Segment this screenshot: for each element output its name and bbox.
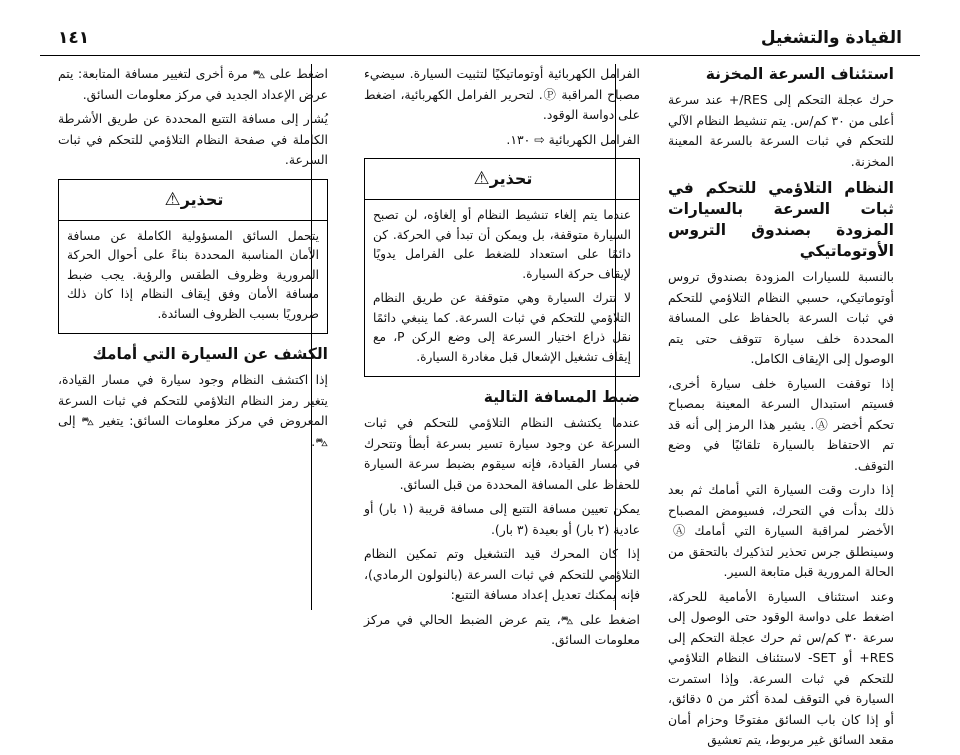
paragraph: عندما يكتشف النظام التلاؤمي للتحكم في ثبات السرعة عن وجود سيارة تسير بسرعة أبطأ وتتحرك في مسار القيادة، فإنه سيقوم بضبط سرعة السيارة للحفاظ على المسافة المحددة من قبل السائق.: [364, 415, 640, 492]
heading-resume-speed: استئناف السرعة المخزنة: [705, 65, 894, 83]
warning-triangle-icon: ⚠: [473, 168, 490, 189]
header-rule: [40, 55, 920, 56]
warning-box: [58, 179, 328, 335]
warning-text: يتحمل السائق المسؤولية الكاملة عن مسافة الأمان المناسبة المحددة بناءً على أحوال الحركة المرورية وظروف الطقس والرؤية. يجب ضبط مسافة الأمان وفق إيقاف النظام إذا كان ذلك ضروريًا بسبب الظروف السائدة.: [67, 228, 319, 321]
paragraph: وعند استئناف السيارة الأمامية للحركة، اضغط على دواسة الوقود حتى الوصول إلى سرعة ٣٠ كم/س ثم حرك عجلة التحكم إلى RES+ أو SET- لاستئناف النظام التلاؤمي للتحكم في ثبات السرعة. وإذا استمرت السيارة في التوقف لمدة أكثر من ٥ دقائق، أو إذا كان باب السائق مفتوحًا وحزام أمان مقعد السائق غير مربوط، يتم تعشيق: [668, 588, 895, 747]
paragraph: إذا دارت وقت السيارة التي أمامك ثم بعد ذلك بدأت في التحرك، فسيومض المصباح الأخضر لمراقبة السيارة التي أمامك Ⓐ وسينطلق جرس تحذير لتذكيرك بالتحقق من الحالة المرورية قبل متابعة السير.: [668, 482, 894, 579]
warning-body: [365, 200, 639, 376]
cross-reference: الفرامل الكهربائية ⇨ ١٣٠.: [506, 131, 640, 147]
heading-adaptive-cruise: النظام التلاؤمي للتحكم في ثبات السرعة بالسيارات المزودة بصندوق التروس الأوتوماتيكي: [668, 179, 894, 260]
warning-body: [59, 221, 327, 334]
paragraph: اضغط على ⛍، يتم عرض الضبط الحالي في مركز معلومات السائق.: [364, 611, 640, 647]
heading-following-distance: ضبط المسافة التالية: [483, 388, 640, 406]
paragraph: إذا كان المحرك قيد التشغيل وتم تمكين النظام التلاؤمي للتحكم في ثبات السرعة (بالنولون الرمادي)، فإنه يمكنك تعديل إعداد مسافة التتبع:: [364, 546, 640, 602]
column-right: [668, 64, 894, 755]
paragraph: الفرامل الكهربائية أوتوماتيكيًا لتثبيت السيارة. سيضيء مصباح المراقبة Ⓟ. لتحرير الفرامل الكهربائية، اضغط على دواسة الوقود.: [364, 66, 640, 122]
column-middle: [364, 64, 640, 655]
warning-text: عندما يتم إلغاء تنشيط النظام أو إلغاؤه، لن تصبح السيارة متوقفة، بل ويمكن أن تبدأ في الحركة. كن دائمًا على استعداد للضغط على الفرامل يدويًا لإيقاف حركة السيارة.: [373, 208, 631, 281]
warning-box: [364, 158, 640, 377]
page-number: ١٤١: [58, 28, 90, 48]
warning-text: لا تترك السيارة وهي متوقفة عن طريق النظام التلاؤمي للتحكم في ثبات السرعة. كما ينبغي دائمًا نقل ذراع اختيار السرعة إلى وضع الركن P، مع إيقاف تشغيل الإشعال قبل مغادرة السيارة.: [373, 291, 632, 364]
warning-header: [59, 180, 327, 221]
heading-vehicle-ahead: الكشف عن السيارة التي أمامك: [92, 345, 328, 363]
column-left: [58, 64, 328, 456]
page-header: [40, 20, 920, 60]
warning-header: [365, 159, 639, 200]
paragraph: يُشار إلى مسافة التتبع المحددة عن طريق الأشرطة الكاملة في صفحة النظام التلاؤمي للتحكم في ثبات السرعة.: [58, 111, 328, 167]
section-title: القيادة والتشغيل: [760, 28, 902, 48]
paragraph: اضغط على ⛍ مرة أخرى لتغيير مسافة المتابعة: يتم عرض الإعداد الجديد في مركز معلومات السائق.: [58, 66, 328, 102]
warning-title: تحذير: [180, 189, 224, 209]
paragraph: إذا توقفت السيارة خلف سيارة أخرى، فسيتم استبدال السرعة المعينة بمصباح تحكم أخضر Ⓐ. يشير هذا الرمز إلى أنه قد تم الاحتفاظ بالسيارة تلقائيًا في وضع التوقف.: [668, 375, 895, 473]
warning-triangle-icon: ⚠: [164, 188, 181, 210]
paragraph: إذا اكتشف النظام وجود سيارة في مسار القيادة، يتغير رمز النظام التلاؤمي للتحكم في ثبات السرعة المعروض في مركز معلومات السائق: يتغير ⛍ إلى ⛍.: [58, 372, 328, 449]
paragraph: بالنسبة للسيارات المزودة بصندوق تروس أوتوماتيكي، حسبي النظام التلاؤمي للتحكم في ثبات السرعة بالحفاظ على المسافة المحددة خلف سيارة تتوقف حتى يتم الوصول إلى الإيقاف الكامل.: [668, 269, 894, 366]
warning-title: تحذير: [489, 169, 533, 188]
paragraph: يمكن تعيين مسافة التتبع إلى مسافة قريبة (١ بار) أو عادية (٢ بار) أو بعيدة (٣ بار).: [364, 501, 640, 537]
paragraph: حرك عجلة التحكم إلى RES/+ عند سرعة أعلى من ٣٠ كم/س. يتم تنشيط النظام الآلي للتحكم في ثبات السرعة بالسرعة المعينة المخزنة.: [668, 92, 895, 169]
